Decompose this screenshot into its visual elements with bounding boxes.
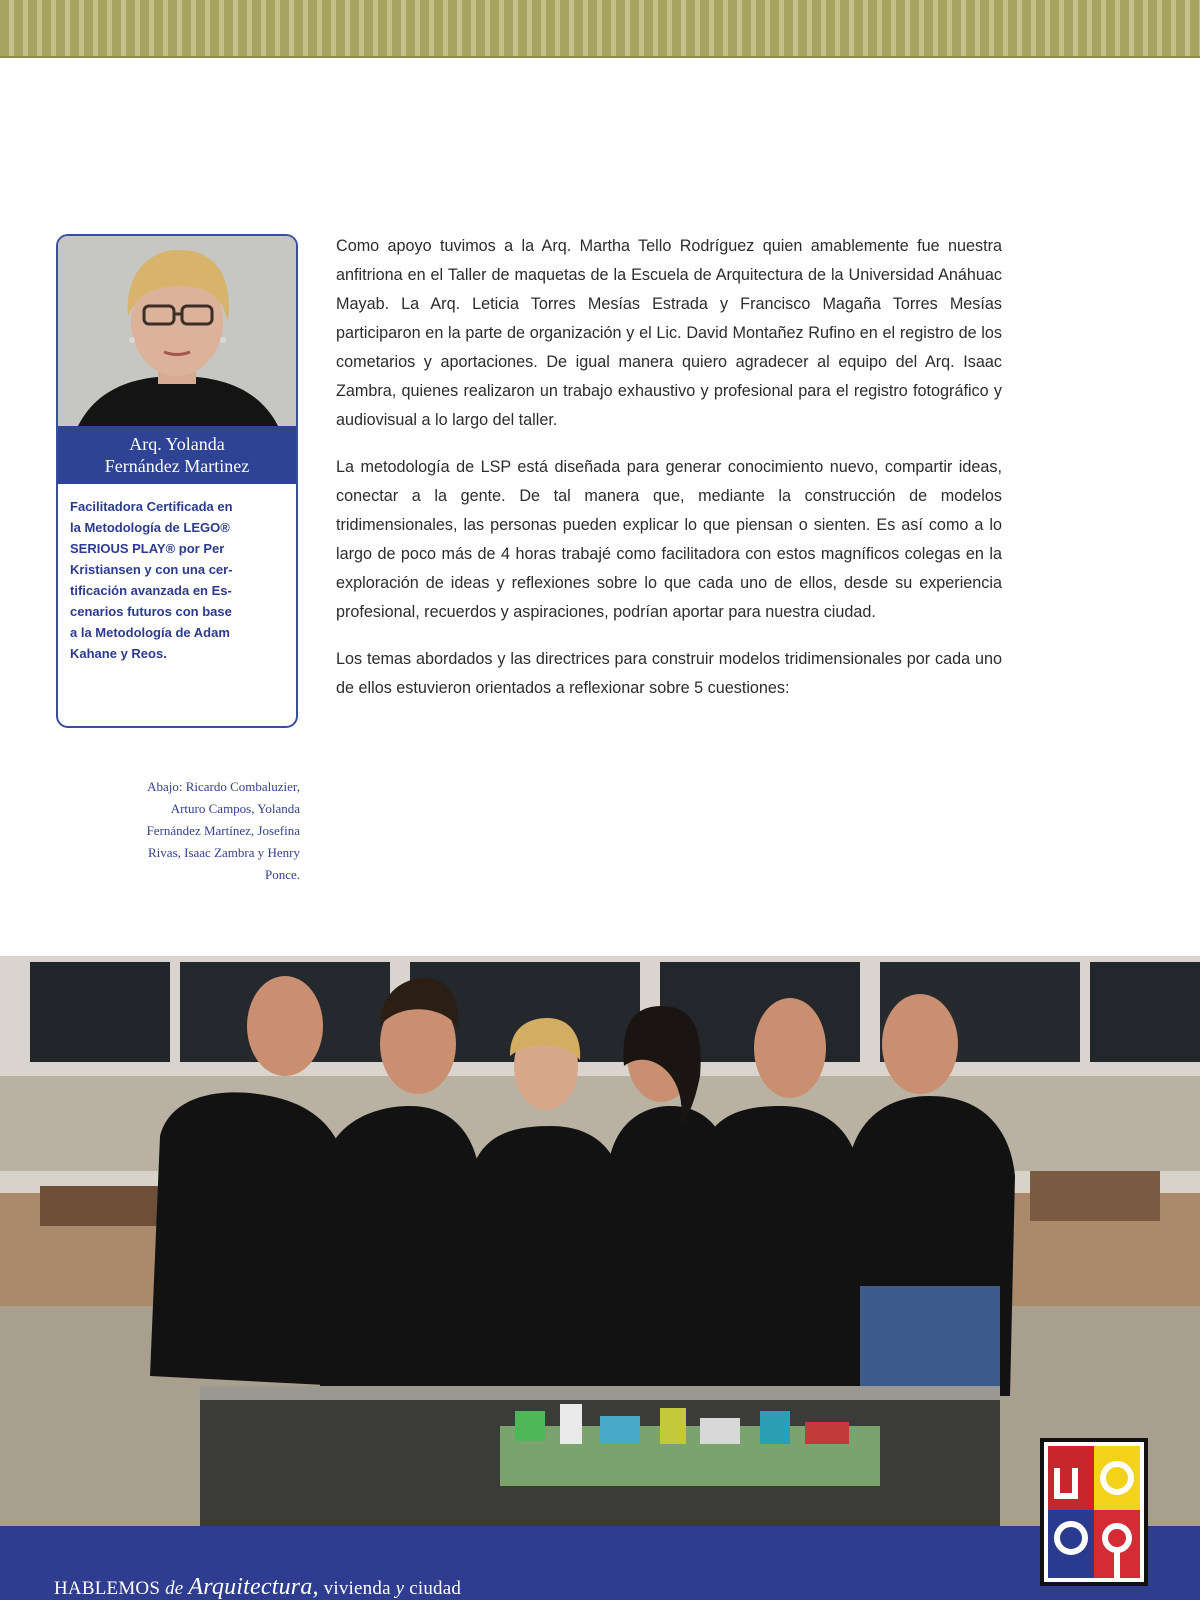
magazine-title-part: y	[395, 1578, 405, 1599]
bio-line: SERIOUS PLAY® por Per	[70, 541, 225, 556]
profile-name-band	[58, 426, 296, 484]
bio-line: tificación avanzada en Es-	[70, 583, 232, 598]
top-decorative-band	[0, 0, 1200, 58]
bio-line: Facilitadora Certificada en	[70, 499, 233, 514]
magazine-title-part: de	[165, 1578, 184, 1599]
bio-line: Kahane y Reos.	[70, 646, 167, 661]
caption-line: Arturo Campos, Yolanda	[170, 801, 300, 816]
magazine-title-part: Arquitectura,	[188, 1574, 319, 1600]
magazine-title-part: ciudad	[409, 1578, 462, 1599]
profile-card	[56, 234, 298, 728]
article-body	[336, 232, 1002, 721]
group-photo	[0, 956, 1200, 1528]
caption-line: Ponce.	[264, 867, 300, 882]
caption-line: Fernández Martínez, Josefina	[146, 823, 300, 838]
photo-caption	[60, 776, 300, 886]
caption-line: Rivas, Isaac Zambra y Henry	[148, 845, 300, 860]
article-paragraph-1: Como apoyo tuvimos a la Arq. Martha Tello Rodríguez quien amablemente fue nuestra anfitriona en el Taller de maquetas de la Escuela de Arquitectura de la Universidad Anáhuac Mayab. La Arq. Leticia Torres Mesías Estrada y Francisco Magaña Torres Mesías participaron en la parte de organización y el Lic. David Montañez Rufino en el registro de los cometarios y aportaciones. De igual manera quiero agradecer al equipo del Arq. Isaac Zambra, quienes realizaron un trabajo exhaustivo y profesional para el registro fotográfico y audiovisual a lo largo del taller.	[336, 237, 1002, 429]
profile-name-line-1: Arq. Yolanda	[129, 434, 225, 454]
article-paragraph-3: Los temas abordados y las directrices para construir modelos tridimensionales por cada uno de ellos estuvieron orientados a reflexionar sobre 5 cuestiones:	[336, 650, 1002, 697]
bio-line: Kristiansen y con una cer-	[70, 562, 233, 577]
magazine-title	[54, 1574, 461, 1601]
magazine-title-part: HABLEMOS	[54, 1578, 161, 1599]
profile-portrait	[58, 236, 296, 426]
bio-line: a la Metodología de Adam	[70, 625, 230, 640]
caption-line: Abajo: Ricardo Combaluzier,	[147, 779, 300, 794]
magazine-title-part: vivienda	[323, 1578, 391, 1599]
bio-line: la Metodología de LEGO®	[70, 520, 230, 535]
profile-name-line-2: Fernández Martinez	[104, 456, 250, 476]
article-paragraph-2: La metodología de LSP está diseñada para generar conocimiento nuevo, compartir ideas, conectar a la gente. De tal manera que, mediante la construcción de modelos tridimensionales, las personas pueden explicar lo que piensan o sienten. Es así como a lo largo de poco más de 4 horas trabajé como facilitadora con estos magníficos colegas en la exploración de ideas y reflexiones sobre lo que cada uno de ellos, desde su experiencia profesional, recuerdos y aspiraciones, podrían aportar para nuestra ciudad.	[336, 458, 1002, 621]
bio-line: cenarios futuros con base	[70, 604, 232, 619]
profile-bio	[58, 484, 296, 664]
magazine-logo-icon	[1040, 1438, 1148, 1586]
